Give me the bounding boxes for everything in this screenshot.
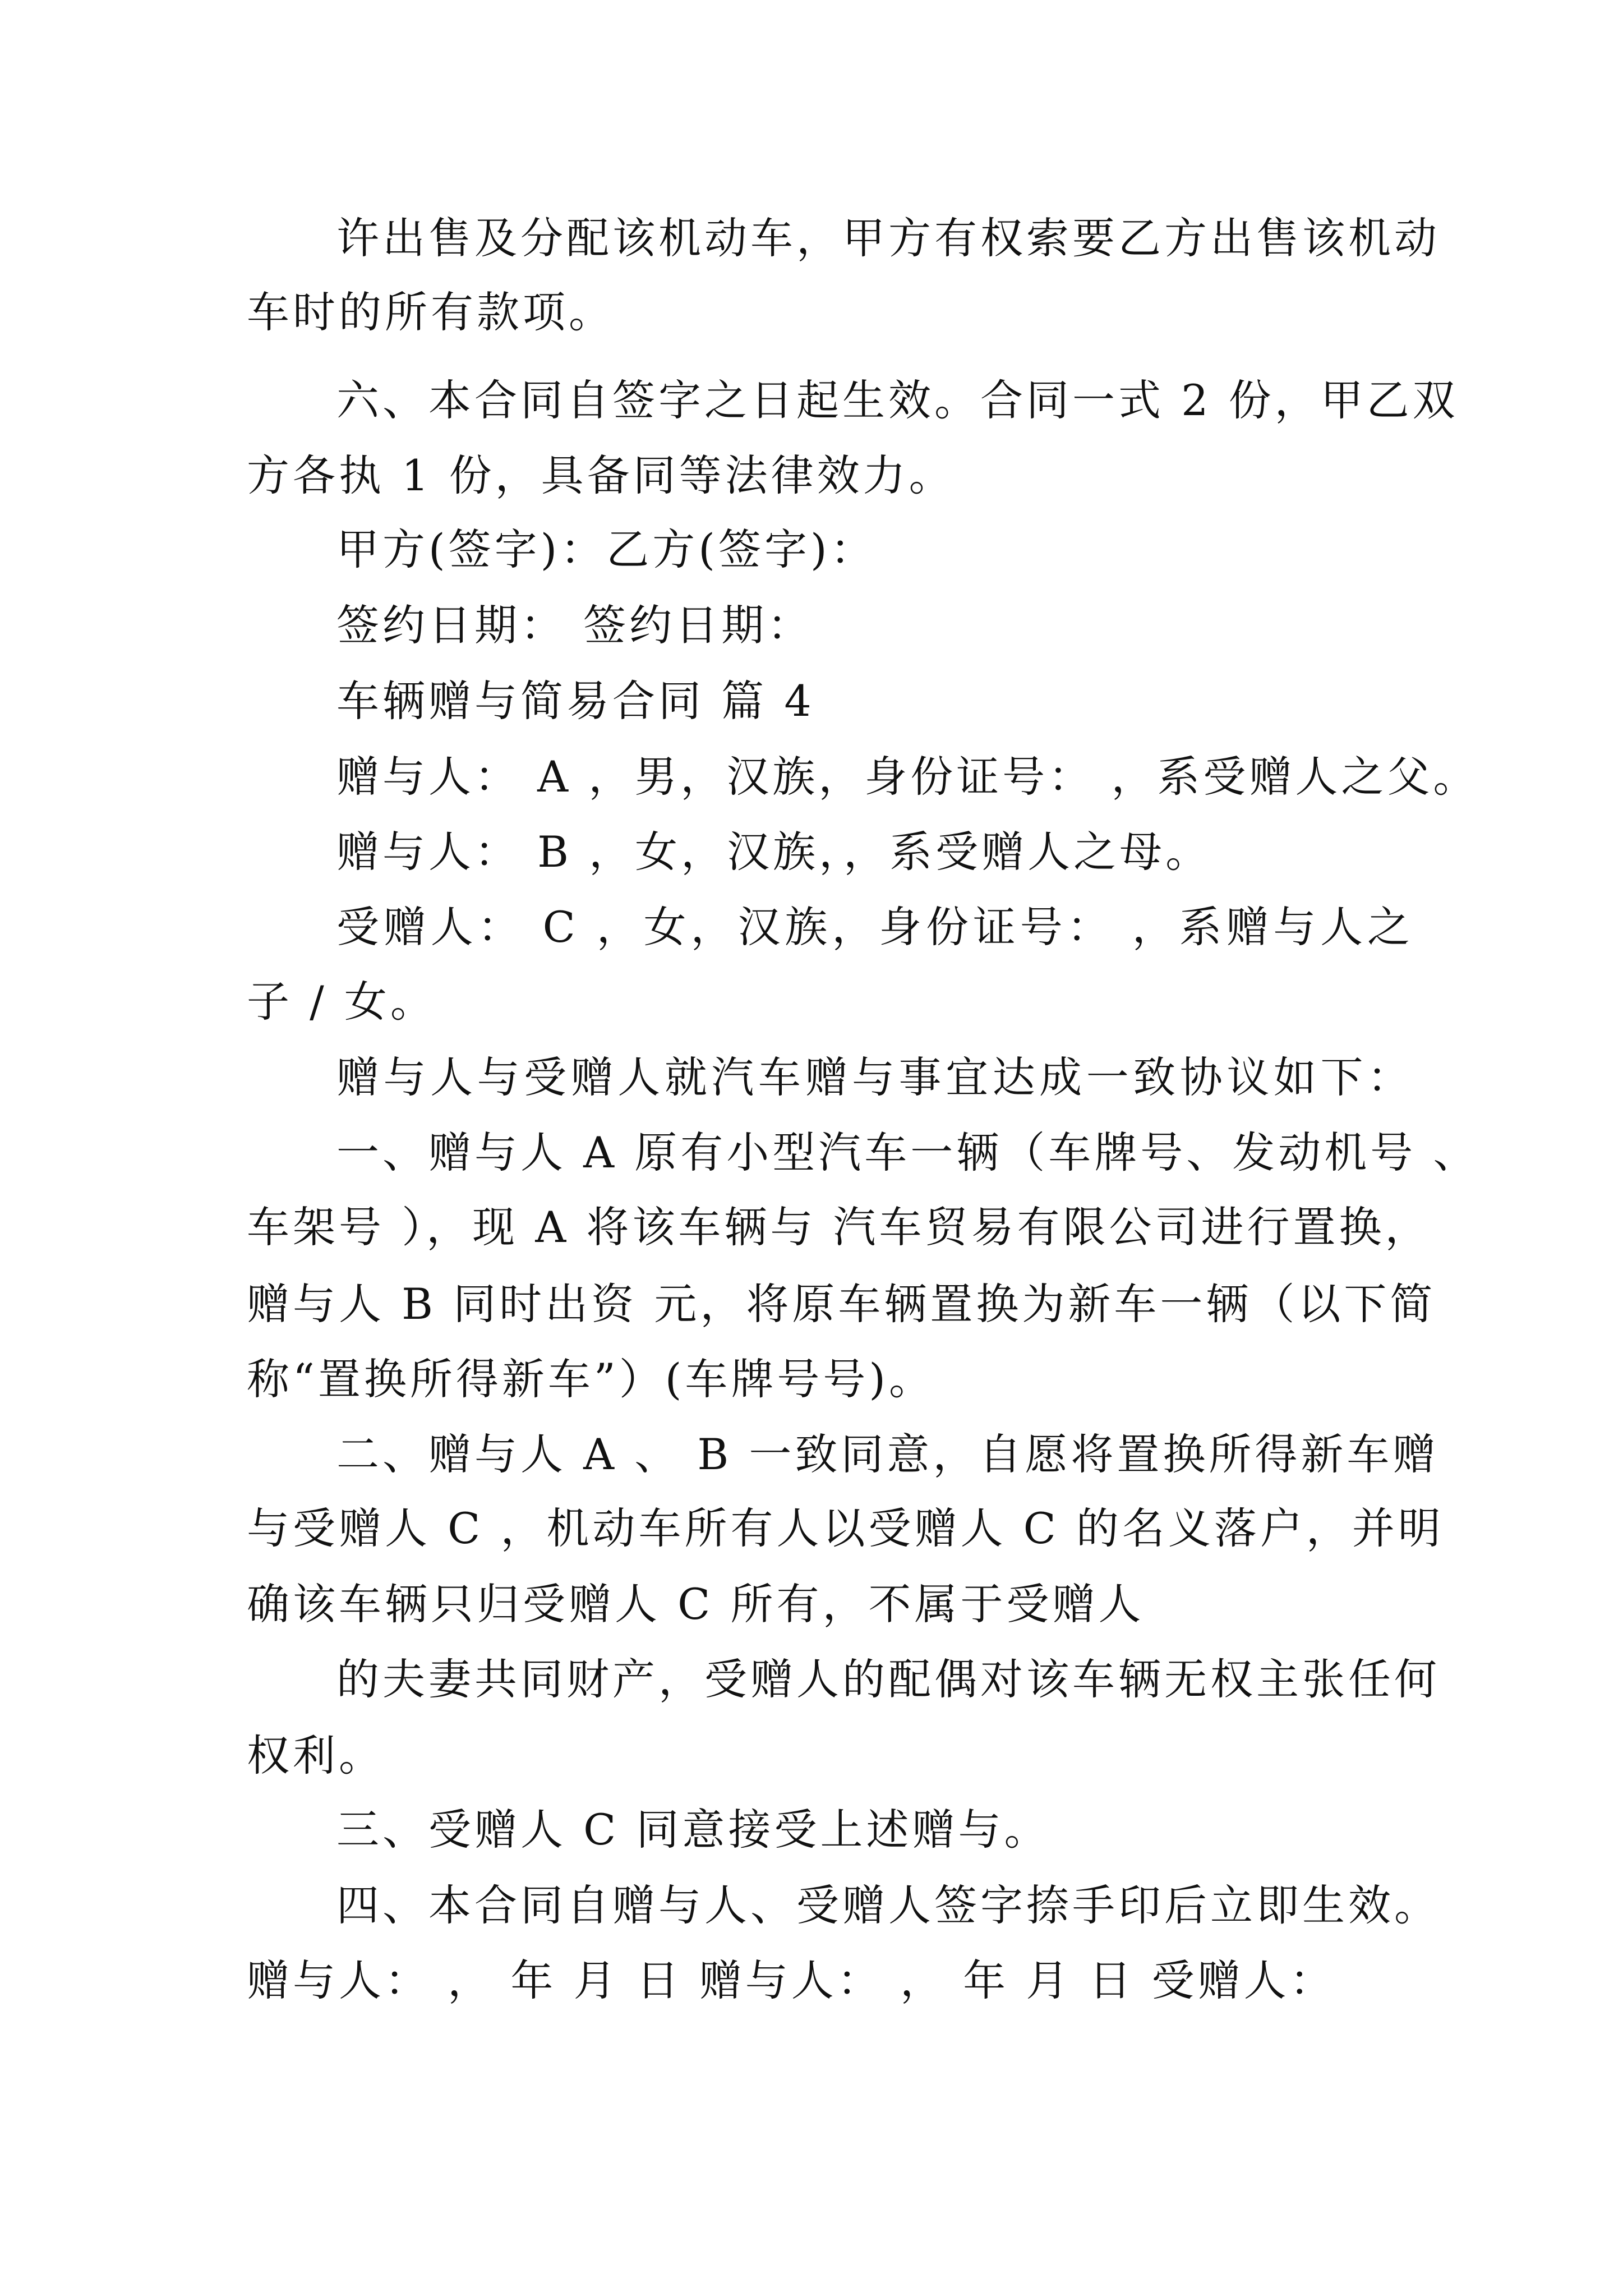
clause-2-line-3: 确该车辆只归受赠人 C 所有，不属于受赠人 xyxy=(247,1579,1145,1629)
text-line-4: 方各执 1 份，具备同等法律效力。 xyxy=(247,450,955,500)
clause-2-line-4: 的夫妻共同财产，受赠人的配偶对该车辆无权主张任何 xyxy=(336,1654,1440,1704)
text-line-1: 许出售及分配该机动车，甲方有权索要乙方出售该机动 xyxy=(336,213,1440,263)
text-line-2: 车时的所有款项。 xyxy=(247,287,615,337)
clause-4-line: 四、本合同自赠与人、受赠人签字捺手印后立即生效。 xyxy=(336,1880,1440,1930)
agreement-intro: 赠与人与受赠人就汽车赠与事宜达成一致协议如下： xyxy=(336,1052,1413,1102)
clause-1-line-3: 赠与人 B 同时出资 元，将原车辆置换为新车一辆（以下简 xyxy=(247,1279,1436,1329)
sign-date-line: 签约日期： 签约日期： xyxy=(336,600,814,650)
clause-3-line: 三、受赠人 C 同意接受上述赠与。 xyxy=(336,1805,1050,1855)
text-line-3: 六、本合同自签字之日起生效。合同一式 2 份，甲乙双 xyxy=(336,375,1459,425)
clause-1-line-4: 称“置换所得新车”）(车牌号号)。 xyxy=(247,1354,935,1404)
signature-footer-line: 赠与人： ， 年 月 日 赠与人： ， 年 月 日 受赠人： xyxy=(247,1955,1336,2005)
donor-b-line: 赠与人： B ，女，汉族，，系受赠人之母。 xyxy=(336,827,1212,877)
clause-1-line-1: 一、赠与人 A 原有小型汽车一辆（车牌号、发动机号 、 xyxy=(336,1128,1479,1177)
signature-line: 甲方(签字)：乙方(签字)： xyxy=(336,524,877,574)
donor-a-line: 赠与人： A ，男，汉族，身份证号： ，系受赠人之父。 xyxy=(336,752,1479,802)
donee-line-cont: 子 / 女。 xyxy=(247,977,436,1027)
donee-line: 受赠人： C ，女，汉族，身份证号： ，系赠与人之 xyxy=(336,902,1413,952)
clause-2-line-1: 二、赠与人 A 、 B 一致同意，自愿将置换所得新车赠 xyxy=(336,1429,1439,1479)
clause-1-line-2: 车架号 ），现 A 将该车辆与 汽车贸易有限公司进行置换， xyxy=(247,1202,1431,1252)
section-title: 车辆赠与简易合同 篇 4 xyxy=(336,676,815,726)
clause-2-line-5: 权利。 xyxy=(247,1731,385,1780)
clause-2-line-2: 与受赠人 C ，机动车所有人以受赠人 C 的名义落户，并明 xyxy=(247,1503,1444,1553)
